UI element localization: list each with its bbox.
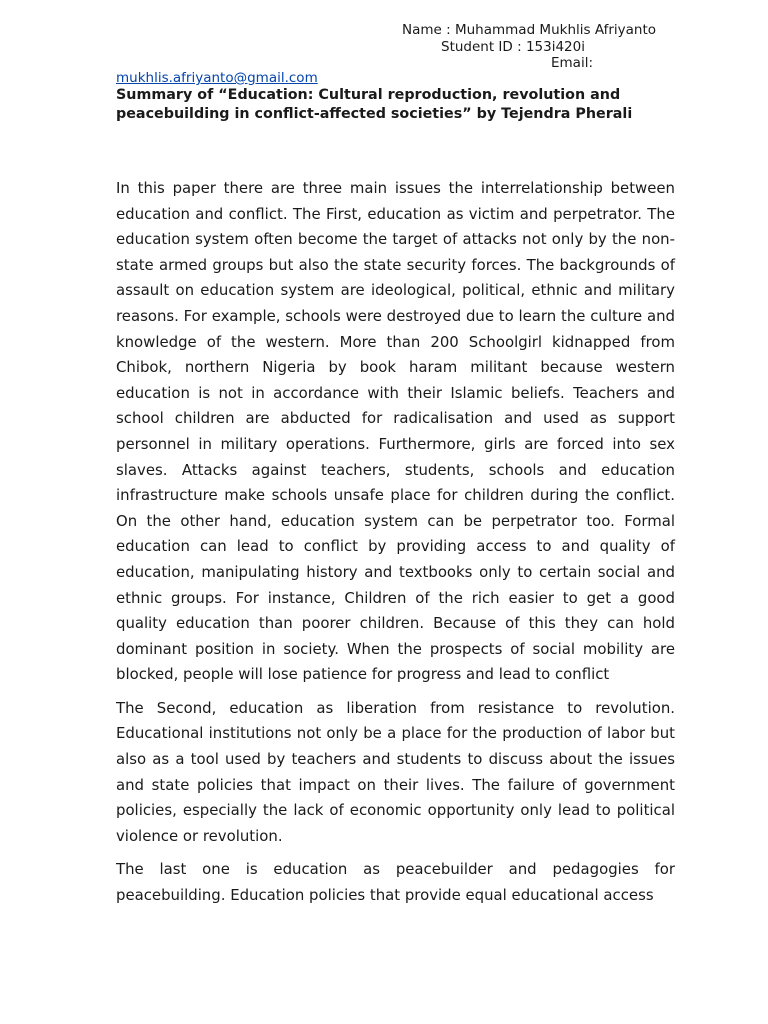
paragraph-1: In this paper there are three main issues the interrelationship between education and conflict. The First, education as victim and perpetrator. The education system often become the target of attacks not only by the non-state armed groups but also the state security forces. The backgrounds of assault on education system are ideological, political, ethnic and military reasons. For example, schools were destroyed due to learn the culture and knowledge of the western. More than 200 Schoolgirl kidnapped from Chibok, northern Nigeria by book haram militant because western education is not in accordance with their Islamic beliefs. Teachers and school children are abducted for radicalisation and used as support personnel in military operations. Furthermore, girls are forced into sex slaves. Attacks against teachers, students, schools and education infrastructure make schools unsafe place for children during the conflict. On the other hand, education system can be perpetrator too. Formal education can lead to conflict by providing access to and quality of education, manipulating history and textbooks only to certain social and ethnic groups. For instance, Children of the rich easier to get a good quality education than poorer children. Because of this they can hold dominant position in society. When the prospects of social mobility are blocked, people will lose patience for progress and lead to conflict: [116, 179, 675, 684]
paragraph-3: The last one is education as peacebuilder and pedagogies for peacebuilding. Education policies that provide equal educational access: [116, 860, 675, 905]
email-link[interactable]: mukhlis.afriyanto@gmail.com: [116, 70, 318, 86]
author-name: Name : Muhammad Mukhlis Afriyanto: [402, 22, 657, 38]
student-id: Student ID : 153i420i: [441, 39, 585, 55]
document-title: Summary of “Education: Cultural reproduction, revolution and peacebuilding in conflict-affected societies” by Tejendra Pherali: [116, 87, 633, 122]
document-body: [116, 176, 675, 909]
email-label: Email:: [551, 55, 594, 71]
paragraph-2: The Second, education as liberation from resistance to revolution. Educational institutions not only be a place for the production of labor but also as a tool used by teachers and students to discuss about the issues and state policies that impact on their lives. The failure of government policies, especially the lack of economic opportunity only lead to political violence or revolution.: [116, 698, 675, 845]
